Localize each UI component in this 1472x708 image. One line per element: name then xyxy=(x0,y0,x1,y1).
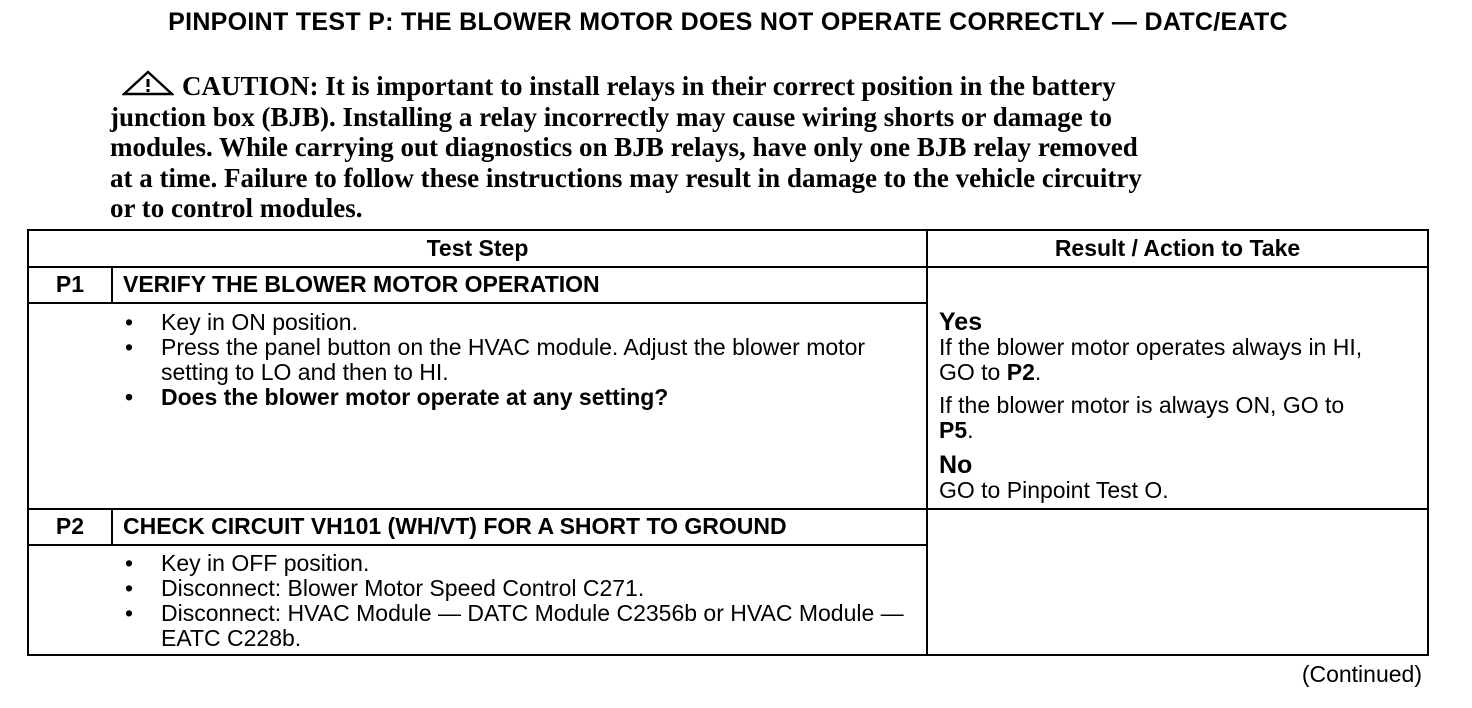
header-result-action: Result / Action to Take xyxy=(1054,235,1301,261)
caution-line-3: modules. While carrying out diagnostics on BJB relays, have only one BJB relay removed xyxy=(110,132,1138,162)
result-yes-label: Yes xyxy=(939,308,983,336)
result-yes-text-2: If the blower motor is always ON, GO to P5. xyxy=(939,392,1345,443)
list-item: • Press the panel button on the HVAC module. Adjust the blower motor setting to LO and then to HI. xyxy=(121,335,911,385)
result-no-text: GO to Pinpoint Test O. xyxy=(939,477,1169,503)
step-id-p2: P2 xyxy=(55,513,85,539)
result-yes-text-1b: GO to xyxy=(939,359,1007,385)
p2-id-rule xyxy=(111,508,113,546)
list-item: • Key in ON position. xyxy=(121,310,911,335)
list-item: • Disconnect: Blower Motor Speed Control C271. xyxy=(121,576,911,601)
header-test-step: Test Step xyxy=(426,235,529,261)
step-title-p2: CHECK CIRCUIT VH101 (WH/VT) FOR A SHORT TO GROUND xyxy=(123,513,787,539)
p1-title-rule xyxy=(29,302,928,304)
pinpoint-test-table xyxy=(27,229,1429,656)
caution-notice xyxy=(110,70,1340,224)
caution-line-1 xyxy=(110,70,1340,102)
warning-triangle-icon xyxy=(122,70,174,96)
step-id-p1: P1 xyxy=(55,271,85,297)
list-item: • Disconnect: HVAC Module — DATC Module C2356b or HVAC Module — EATC C228b. xyxy=(121,601,911,651)
step-p1-result xyxy=(939,309,1424,503)
result-no-label: No xyxy=(939,451,973,479)
result-yes-text-1a: If the blower motor operates always in HI, xyxy=(939,334,1363,360)
goto-p5-ref: P5 xyxy=(939,417,968,443)
p1-id-rule xyxy=(111,266,113,304)
caution-line-2: junction box (BJB). Installing a relay incorrectly may cause wiring shorts or damage to xyxy=(110,101,1112,132)
caution-line-4: at a time. Failure to follow these instructions may result in damage to the vehicle circuitry xyxy=(110,162,1142,193)
result-column-rule xyxy=(926,231,928,654)
step-p1-instructions xyxy=(121,310,911,410)
step-p2-instructions xyxy=(121,551,911,651)
list-item: • Key in OFF position. xyxy=(121,551,911,576)
page-title: PINPOINT TEST P: THE BLOWER MOTOR DOES NOT OPERATE CORRECTLY — DATC/EATC xyxy=(168,8,1288,36)
goto-p2-ref: P2 xyxy=(1006,359,1035,385)
p2-title-rule xyxy=(29,544,928,546)
list-item: • Does the blower motor operate at any setting? xyxy=(121,385,911,410)
caution-line-5: or to control modules. xyxy=(110,193,363,223)
continued-label: (Continued) xyxy=(1301,661,1422,687)
result-yes-text-2a: If the blower motor is always ON, GO to xyxy=(939,392,1345,418)
step-title-p1: VERIFY THE BLOWER MOTOR OPERATION xyxy=(123,271,600,297)
header-rule xyxy=(29,266,1427,268)
p1-end-rule xyxy=(29,508,1427,510)
result-yes-text-1: If the blower motor operates always in HI, GO to P2. xyxy=(939,334,1363,385)
caution-text-1: CAUTION: It is important to install relays in their correct position in the battery xyxy=(182,71,1116,101)
